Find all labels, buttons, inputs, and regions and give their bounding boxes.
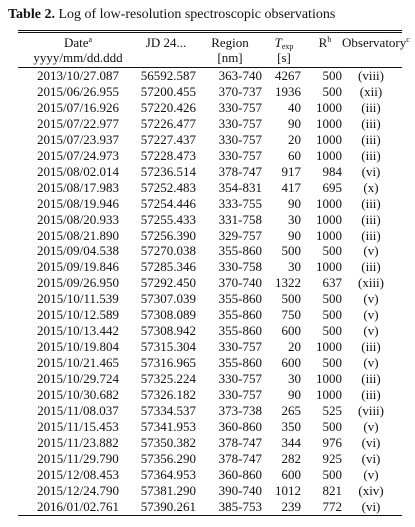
cell-region: 330-757	[218, 99, 262, 115]
table-row	[0, 180, 415, 196]
table-top-rule	[18, 30, 402, 31]
cell-resolution: 500	[322, 68, 342, 83]
cell-observatory: (v)	[363, 323, 379, 339]
cell-region: 378-747	[218, 434, 262, 450]
cell-date: 2015/08/20.933	[37, 211, 119, 227]
table-row	[0, 323, 415, 339]
table-row	[0, 212, 415, 228]
table-row	[0, 355, 415, 371]
cell-texp: 20	[288, 131, 301, 147]
cell-date: 2015/12/08.453	[37, 466, 119, 482]
cell-region: 354-831	[218, 179, 262, 195]
cell-observatory: (iii)	[361, 339, 381, 355]
cell-date: 2016/01/02.761	[37, 498, 119, 514]
cell-resolution: 500	[322, 243, 342, 259]
cell-jd: 57285.346	[140, 259, 196, 275]
cell-observatory: (iii)	[361, 131, 381, 147]
cell-region: 329-757	[218, 227, 262, 243]
cell-region: 330-757	[218, 371, 262, 387]
cell-texp: 600	[281, 323, 301, 339]
table-row	[0, 243, 415, 259]
cell-jd: 57200.455	[140, 83, 196, 99]
cell-date: 2015/09/19.846	[37, 259, 119, 275]
cell-texp: 30	[288, 371, 301, 387]
cell-region: 373-738	[218, 403, 262, 419]
cell-observatory: (xiii)	[358, 275, 384, 291]
cell-resolution: 1000	[316, 227, 342, 243]
column-header-r	[308, 35, 342, 67]
cell-resolution: 976	[322, 434, 342, 450]
table-row	[0, 100, 415, 116]
cell-texp: 917	[281, 163, 301, 179]
cell-resolution: 637	[322, 275, 342, 291]
table-top-rule-double	[18, 32, 402, 33]
cell-resolution: 500	[322, 307, 342, 323]
cell-jd: 57356.290	[140, 450, 196, 466]
cell-texp: 1012	[275, 482, 301, 498]
cell-region: 385-753	[218, 498, 262, 514]
cell-observatory: (v)	[363, 291, 379, 307]
cell-observatory: (viii)	[358, 403, 384, 419]
cell-observatory: (xii)	[359, 83, 383, 99]
header-observatory-footnote: c	[406, 35, 410, 44]
cell-date: 2015/10/21.465	[37, 355, 119, 371]
cell-region: 390-740	[218, 482, 262, 498]
table-row	[0, 259, 415, 275]
cell-resolution: 821	[322, 482, 342, 498]
cell-observatory: (v)	[363, 466, 379, 482]
cell-date: 2015/07/22.977	[37, 115, 119, 131]
table-row	[0, 116, 415, 132]
cell-resolution: 500	[322, 355, 342, 371]
cell-date: 2015/07/23.937	[37, 131, 119, 147]
header-observatory-label: Observatory	[342, 35, 407, 50]
cell-resolution: 525	[322, 403, 342, 419]
cell-jd: 57334.537	[140, 403, 196, 419]
cell-jd: 57315.304	[140, 339, 196, 355]
cell-date: 2015/11/15.453	[37, 418, 119, 434]
table-row	[0, 339, 415, 355]
cell-date: 2015/08/02.014	[37, 163, 119, 179]
cell-resolution: 1000	[316, 259, 342, 275]
table-row	[0, 483, 415, 499]
header-r-label: R	[318, 35, 328, 50]
cell-jd: 57326.182	[140, 387, 196, 403]
cell-jd: 57307.039	[140, 291, 196, 307]
cell-resolution: 695	[322, 179, 342, 195]
table-row	[0, 371, 415, 387]
column-header-texp	[266, 35, 302, 67]
cell-region: 330-757	[218, 147, 262, 163]
cell-observatory: (x)	[363, 179, 379, 195]
cell-region: 330-757	[218, 131, 262, 147]
cell-jd: 57228.473	[140, 147, 196, 163]
header-texp-unit: [s]	[277, 50, 291, 65]
cell-date: 2015/10/12.589	[37, 307, 119, 323]
table-row	[0, 164, 415, 180]
cell-texp: 90	[288, 227, 301, 243]
header-region-label: Region	[211, 35, 249, 50]
table-row	[0, 291, 415, 307]
cell-texp: 40	[288, 99, 301, 115]
cell-date: 2015/11/29.790	[37, 450, 119, 466]
cell-jd: 57270.038	[140, 243, 196, 259]
cell-observatory: (iii)	[361, 115, 381, 131]
cell-observatory: (v)	[363, 418, 379, 434]
cell-texp: 90	[288, 195, 301, 211]
table-row	[0, 499, 415, 515]
cell-resolution: 500	[322, 291, 342, 307]
column-header-date	[22, 35, 134, 67]
table-row	[0, 387, 415, 403]
cell-observatory: (vi)	[361, 434, 381, 450]
table-row	[0, 148, 415, 164]
cell-date: 2013/10/27.087	[37, 68, 119, 83]
cell-jd: 57364.953	[140, 466, 196, 482]
cell-jd: 57390.261	[140, 498, 196, 514]
cell-observatory: (vi)	[361, 498, 381, 514]
cell-texp: 1936	[275, 83, 301, 99]
cell-resolution: 500	[322, 466, 342, 482]
cell-region: 378-747	[218, 163, 262, 179]
cell-jd: 56592.587	[140, 68, 196, 83]
cell-region: 330-757	[218, 339, 262, 355]
cell-observatory: (v)	[363, 307, 379, 323]
cell-resolution: 500	[322, 323, 342, 339]
cell-jd: 57381.290	[140, 482, 196, 498]
cell-resolution: 1000	[316, 371, 342, 387]
table-row	[0, 132, 415, 148]
cell-region: 370-737	[218, 83, 262, 99]
cell-region: 360-860	[218, 466, 262, 482]
table-row	[0, 419, 415, 435]
cell-texp: 4267	[275, 68, 301, 83]
cell-jd: 57292.450	[140, 275, 196, 291]
cell-date: 2015/08/19.946	[37, 195, 119, 211]
cell-texp: 344	[281, 434, 301, 450]
cell-observatory: (v)	[363, 243, 379, 259]
table-row	[0, 403, 415, 419]
cell-observatory: (iii)	[361, 227, 381, 243]
cell-date: 2015/08/17.983	[37, 179, 119, 195]
cell-date: 2015/10/11.539	[37, 291, 119, 307]
cell-jd: 57252.483	[140, 179, 196, 195]
cell-region: 363-740	[218, 68, 262, 83]
cell-region: 330-757	[218, 115, 262, 131]
cell-resolution: 500	[322, 418, 342, 434]
cell-date: 2015/11/23.882	[37, 434, 119, 450]
cell-texp: 350	[281, 418, 301, 434]
cell-region: 355-860	[218, 355, 262, 371]
cell-date: 2015/06/26.955	[37, 83, 119, 99]
cell-texp: 1322	[275, 275, 301, 291]
cell-texp: 750	[281, 307, 301, 323]
cell-date: 2015/10/29.724	[37, 371, 119, 387]
cell-jd: 57227.437	[140, 131, 196, 147]
cell-date: 2015/08/21.890	[37, 227, 119, 243]
column-header-region	[197, 35, 263, 67]
cell-region: 355-860	[218, 243, 262, 259]
cell-jd: 57325.224	[140, 371, 196, 387]
header-jd-label: JD 24...	[145, 35, 187, 50]
table-row	[0, 196, 415, 212]
cell-region: 330-757	[218, 387, 262, 403]
cell-region: 333-755	[218, 195, 262, 211]
header-date-format: yyyy/mm/dd.ddd	[33, 50, 123, 65]
cell-texp: 500	[281, 243, 301, 259]
cell-resolution: 772	[322, 498, 342, 514]
cell-date: 2015/10/30.682	[37, 387, 119, 403]
cell-texp: 90	[288, 115, 301, 131]
cell-resolution: 1000	[316, 211, 342, 227]
cell-observatory: (iii)	[361, 371, 381, 387]
cell-region: 355-860	[218, 291, 262, 307]
table-row	[0, 451, 415, 467]
cell-texp: 239	[281, 498, 301, 514]
cell-observatory: (viii)	[358, 68, 384, 83]
cell-observatory: (xiv)	[358, 482, 384, 498]
cell-observatory: (vi)	[361, 450, 381, 466]
header-texp-subscript: exp	[281, 42, 294, 51]
table-row	[0, 68, 415, 84]
cell-texp: 30	[288, 259, 301, 275]
cell-region: 330-758	[218, 259, 262, 275]
cell-jd: 57341.953	[140, 418, 196, 434]
table-row	[0, 84, 415, 100]
cell-observatory: (iii)	[361, 99, 381, 115]
header-region-unit: [nm]	[217, 50, 243, 65]
table-row	[0, 228, 415, 244]
cell-jd: 57308.942	[140, 323, 196, 339]
cell-resolution: 1000	[316, 195, 342, 211]
cell-date: 2015/12/24.790	[37, 482, 119, 498]
cell-region: 360-860	[218, 418, 262, 434]
cell-observatory: (vi)	[361, 163, 381, 179]
cell-texp: 265	[281, 403, 301, 419]
cell-jd: 57220.426	[140, 99, 196, 115]
cell-texp: 417	[281, 179, 301, 195]
header-texp-symbol: T	[274, 35, 282, 50]
cell-jd: 57226.477	[140, 115, 196, 131]
table-caption	[8, 6, 335, 24]
cell-date: 2015/10/13.442	[37, 323, 119, 339]
cell-resolution: 1000	[316, 387, 342, 403]
cell-resolution: 1000	[316, 99, 342, 115]
cell-date: 2015/09/04.538	[37, 243, 119, 259]
cell-jd: 57316.965	[140, 355, 196, 371]
cell-observatory: (iii)	[361, 195, 381, 211]
table-row	[0, 275, 415, 291]
table-row	[0, 307, 415, 323]
cell-jd: 57236.514	[140, 163, 196, 179]
cell-observatory: (iii)	[361, 259, 381, 275]
cell-observatory: (v)	[363, 355, 379, 371]
table-row	[0, 467, 415, 483]
table-title: Log of low-resolution spectroscopic observations	[58, 7, 336, 22]
cell-region: 378-747	[218, 450, 262, 466]
cell-date: 2015/07/16.926	[37, 99, 119, 115]
cell-date: 2015/07/24.973	[37, 147, 119, 163]
cell-resolution: 1000	[316, 147, 342, 163]
cell-resolution: 1000	[316, 131, 342, 147]
column-header-observatory	[342, 35, 410, 67]
cell-region: 355-860	[218, 307, 262, 323]
cell-date: 2015/11/08.037	[37, 403, 119, 419]
cell-texp: 90	[288, 387, 301, 403]
table-bottom-rule	[18, 515, 402, 516]
cell-date: 2015/10/19.804	[37, 339, 119, 355]
cell-resolution: 500	[322, 83, 342, 99]
cell-texp: 500	[281, 291, 301, 307]
header-date-label: Date	[63, 35, 89, 50]
cell-region: 370-740	[218, 275, 262, 291]
cell-observatory: (iii)	[361, 387, 381, 403]
cell-jd: 57256.390	[140, 227, 196, 243]
cell-texp: 20	[288, 339, 301, 355]
cell-texp: 60	[288, 147, 301, 163]
cell-resolution: 925	[322, 450, 342, 466]
cell-resolution: 984	[322, 163, 342, 179]
cell-region: 331-758	[218, 211, 262, 227]
cell-observatory: (iii)	[361, 147, 381, 163]
cell-region: 355-860	[218, 323, 262, 339]
cell-resolution: 1000	[316, 115, 342, 131]
cell-jd: 57255.433	[140, 211, 196, 227]
cell-date: 2015/09/26.950	[37, 275, 119, 291]
cell-jd: 57308.089	[140, 307, 196, 323]
table-body	[0, 68, 415, 515]
header-r-footnote: b	[327, 35, 332, 44]
cell-jd: 57254.446	[140, 195, 196, 211]
cell-texp: 600	[281, 355, 301, 371]
cell-texp: 282	[281, 450, 301, 466]
table-label: Table 2.	[8, 7, 55, 22]
cell-jd: 57350.382	[140, 434, 196, 450]
column-header-jd	[134, 35, 198, 67]
cell-resolution: 1000	[316, 339, 342, 355]
table-row	[0, 435, 415, 451]
cell-texp: 30	[288, 211, 301, 227]
cell-observatory: (iii)	[361, 211, 381, 227]
header-date-footnote: a	[88, 35, 93, 44]
cell-texp: 600	[281, 466, 301, 482]
